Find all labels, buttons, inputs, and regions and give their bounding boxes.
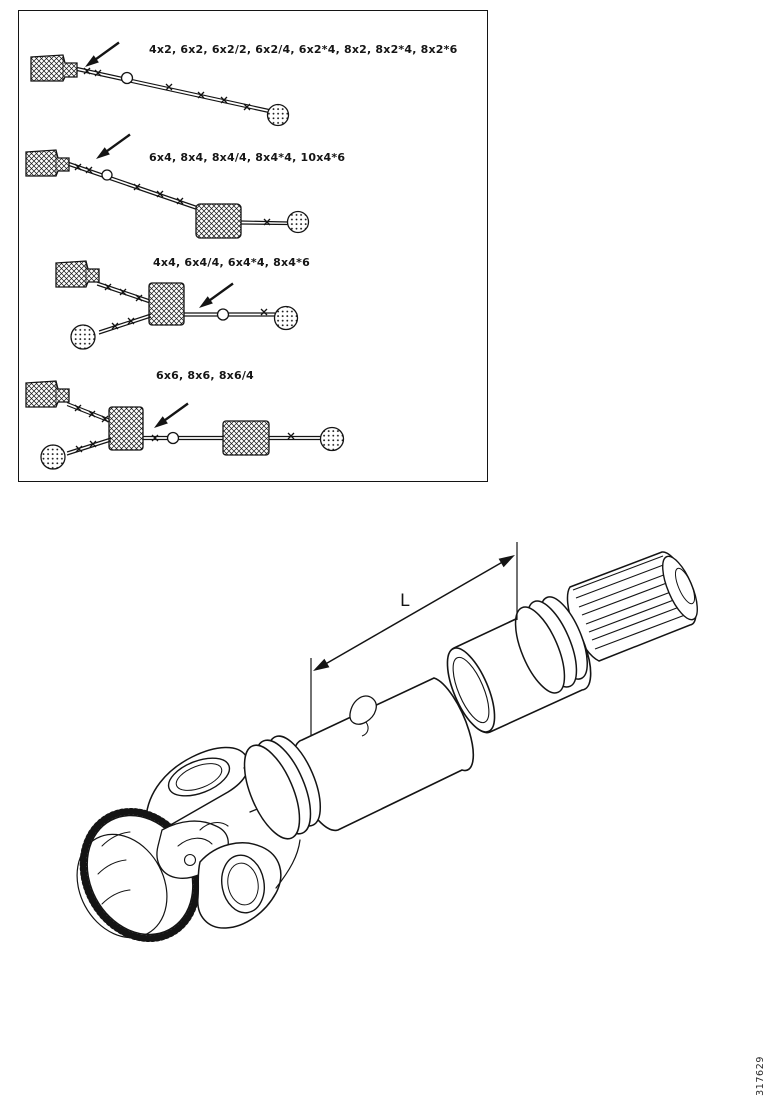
config-label-row-3: 4x4, 6x4/4, 6x4*4, 8x4*6: [153, 256, 310, 269]
dimension-label: L: [400, 591, 410, 611]
config-label-row-1: 4x2, 6x2, 6x2/2, 6x2/4, 6x2*4, 8x2, 8x2*4, 8x2*6: [149, 43, 458, 56]
engine-gearbox: [31, 55, 77, 81]
pointer-arrow-icon: [154, 404, 188, 429]
engine-gearbox: [56, 261, 99, 287]
transfer-gearbox: [109, 407, 143, 450]
shaft-joint-marks: [105, 284, 267, 329]
dimension-arrowhead-right: [499, 555, 515, 567]
support-bearing: [168, 433, 179, 444]
propeller-shaft-figure: [50, 530, 730, 980]
rear-axle: [268, 105, 289, 126]
driveline-diagram-row-4: [26, 381, 344, 469]
shaft-tube: [233, 678, 473, 846]
first-drive-axle: [223, 421, 269, 455]
support-bearing: [218, 309, 229, 320]
second-drive-axle: [321, 428, 344, 451]
driveline-schematics: [19, 11, 487, 481]
transfer-gearbox: [149, 283, 184, 325]
first-drive-axle: [196, 204, 241, 238]
pointer-arrow-icon: [199, 284, 233, 309]
figure-number: 317629: [755, 1056, 766, 1096]
splined-shaft-end: [567, 552, 704, 661]
engine-gearbox: [26, 150, 69, 176]
rear-axle: [275, 307, 298, 330]
config-label-row-2: 6x4, 8x4, 8x4/4, 8x4*4, 10x4*6: [149, 151, 346, 164]
config-label-row-4: 6x6, 8x6, 8x6/4: [156, 369, 254, 382]
driveline-diagram-row-3: [56, 261, 298, 349]
support-bearing: [102, 170, 112, 180]
second-drive-axle: [288, 212, 309, 233]
driveline-configurations-box: [18, 10, 488, 482]
pointer-arrow-icon: [96, 135, 130, 160]
front-axle: [71, 325, 95, 349]
support-bearing: [122, 73, 133, 84]
front-axle: [41, 445, 65, 469]
engine-gearbox: [26, 381, 69, 407]
pointer-arrow-icon: [85, 43, 119, 68]
dimension-arrowhead-left: [313, 659, 329, 671]
